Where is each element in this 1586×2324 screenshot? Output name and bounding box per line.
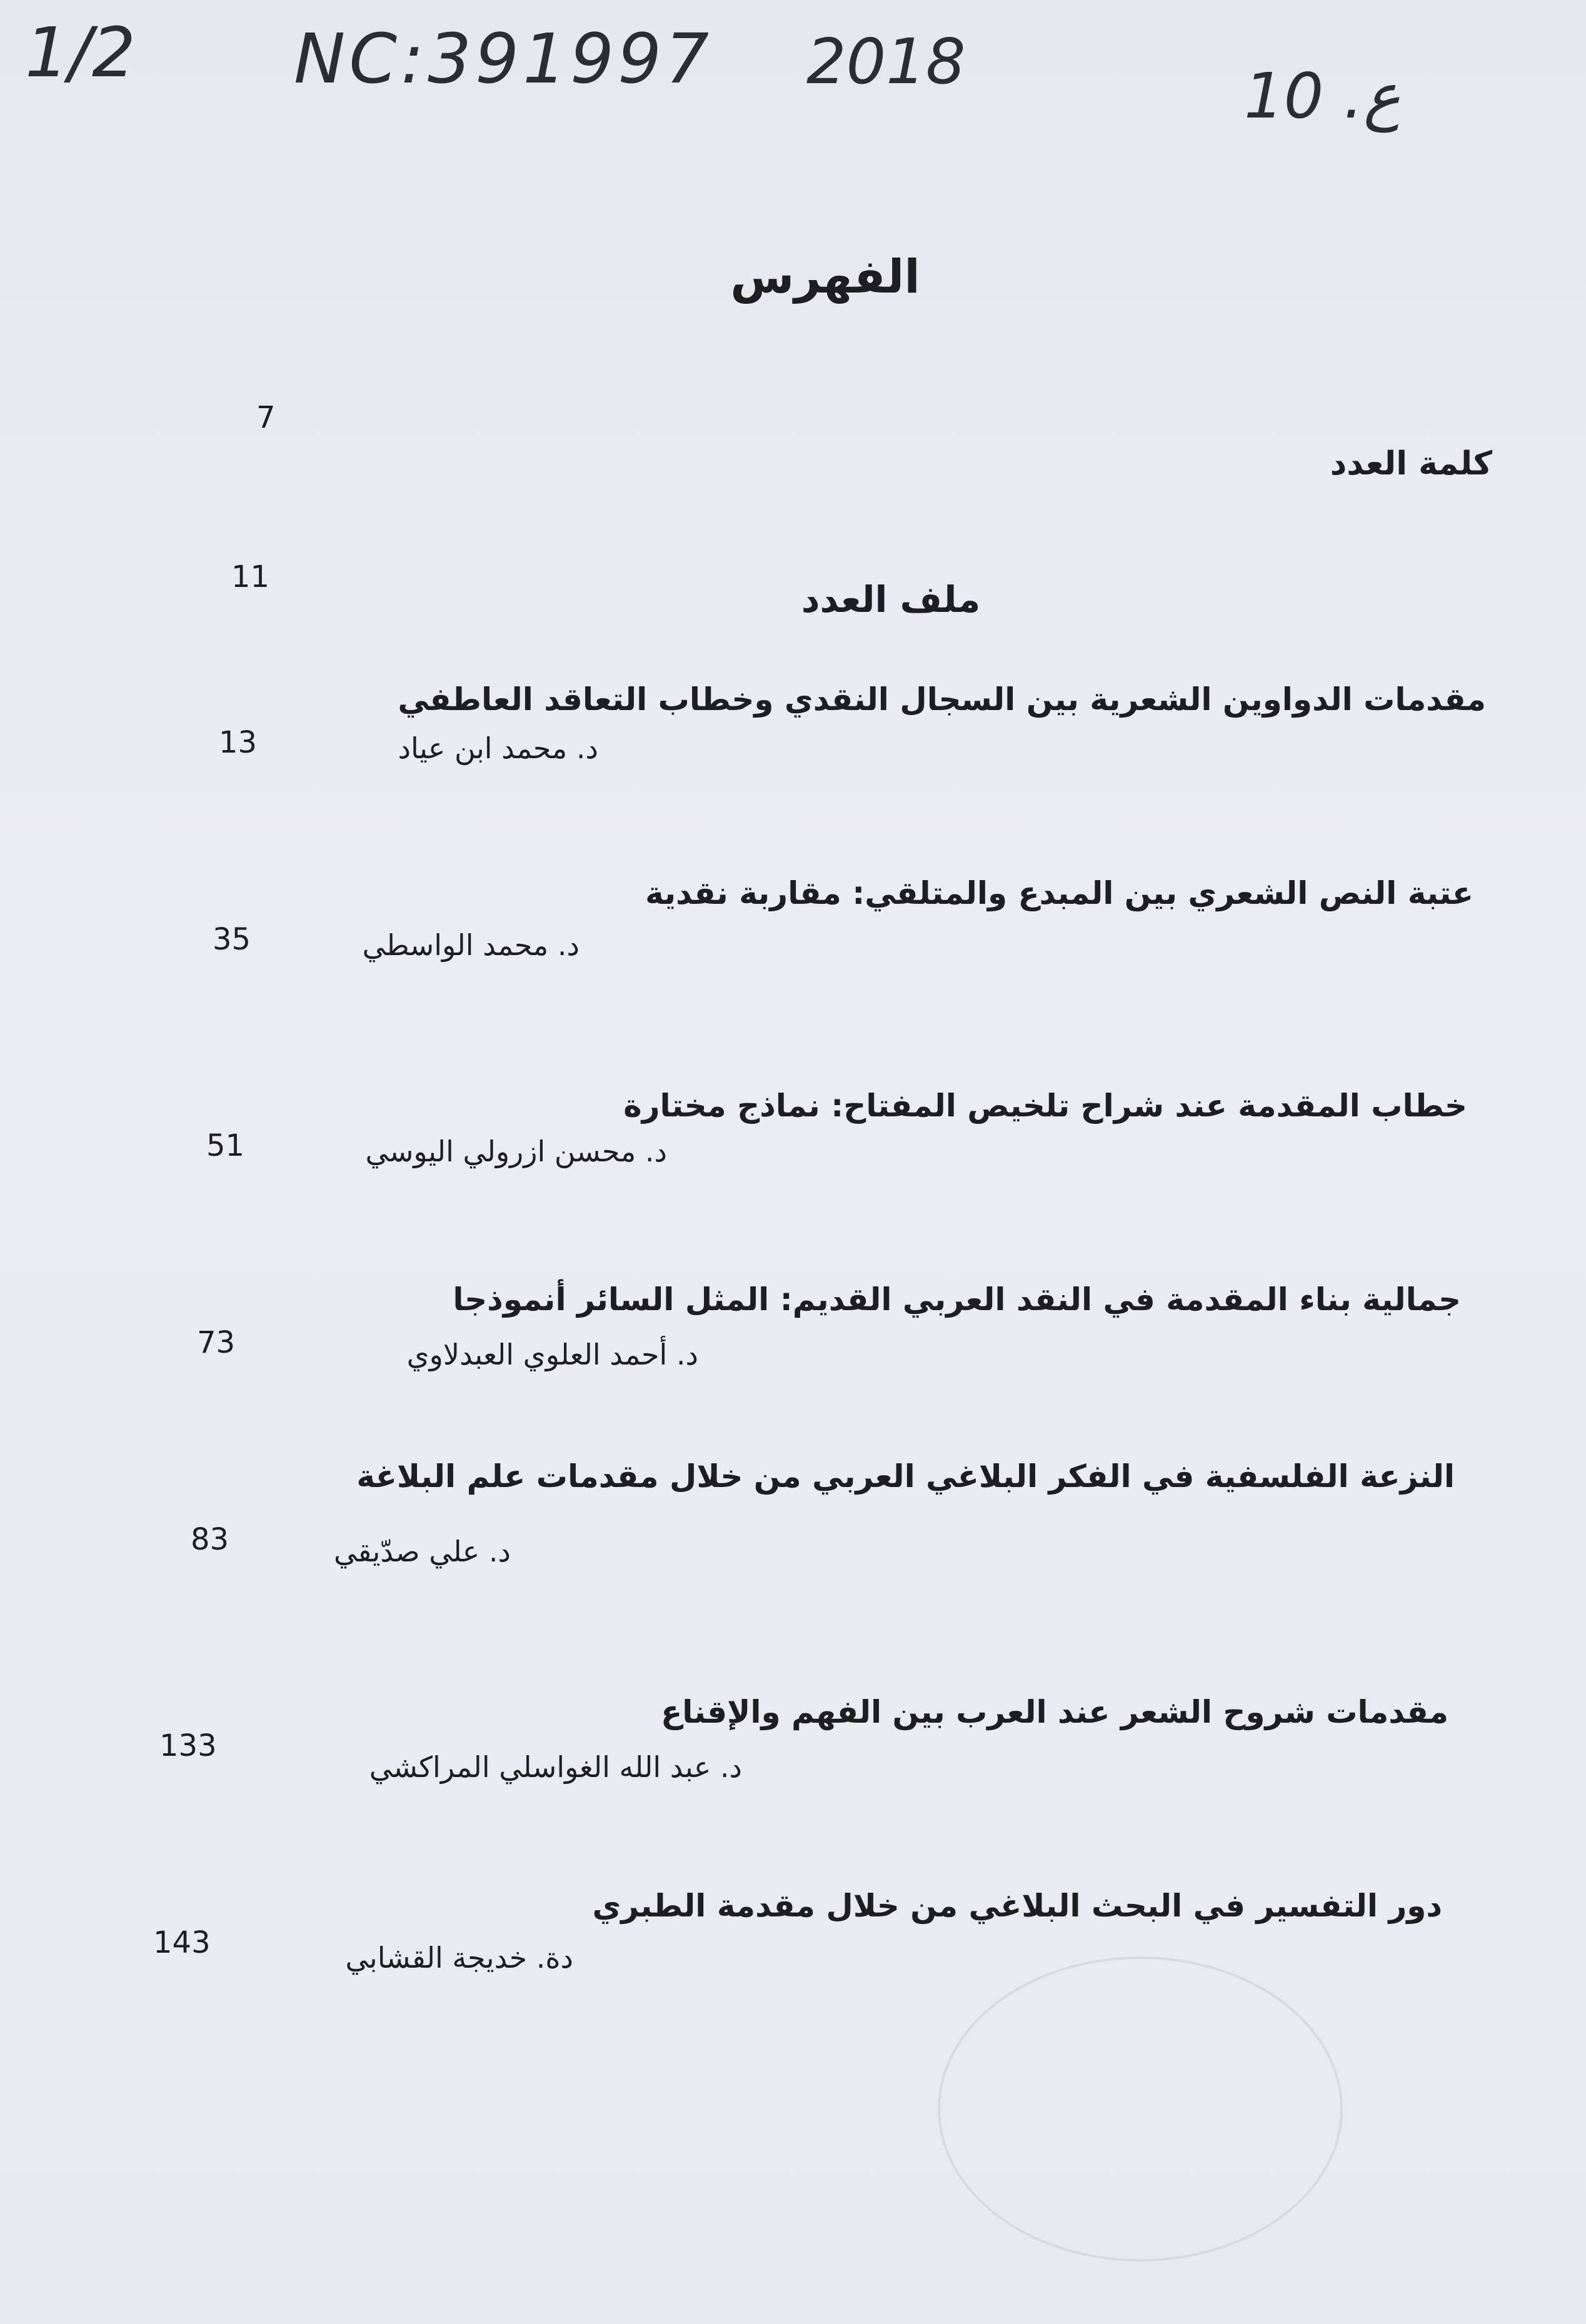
handwritten-year: 2018 bbox=[806, 25, 966, 98]
toc-entry-title: خطاب المقدمة عند شراح تلخيص المفتاح: نماذج مختارة bbox=[623, 1088, 1467, 1124]
toc-entry-title: عتبة النص الشعري بين المبدع والمتلقي: مقاربة نقدية bbox=[645, 875, 1473, 911]
toc-entry-title: دور التفسير في البحث البلاغي من خلال مقدمة الطبري bbox=[592, 1888, 1442, 1924]
handwritten-part-number: 1/2 bbox=[25, 13, 136, 93]
toc-entry-author: د. علي صدّيقي bbox=[334, 1535, 511, 1568]
toc-entry-title: النزعة الفلسفية في الفكر البلاغي العربي من خلال مقدمات علم البلاغة bbox=[356, 1458, 1455, 1495]
toc-entry-page: 143 bbox=[153, 1925, 211, 1960]
handwritten-issue-number: ع. 10 bbox=[1244, 59, 1401, 133]
toc-entry-page: 73 bbox=[197, 1325, 236, 1360]
toc-entry-author: د. محمد الواسطي bbox=[362, 928, 580, 962]
toc-entry-author: د. محسن ازرولي اليوسي bbox=[365, 1134, 667, 1168]
section-heading: ملف العدد bbox=[801, 578, 981, 621]
toc-entry-title: مقدمات الدواوين الشعرية بين السجال النقدي وخطاب التعاقد العاطفي bbox=[398, 681, 1486, 718]
toc-entry-page: 83 bbox=[191, 1522, 229, 1557]
toc-entry-author: دة. خديجة القشابي bbox=[345, 1941, 573, 1975]
toc-entry-page: 133 bbox=[159, 1728, 217, 1763]
toc-entry-author: د. محمد ابن عياد bbox=[398, 731, 598, 765]
handwritten-record-number: NC:391997 bbox=[294, 19, 713, 99]
editorial-page-number: 7 bbox=[256, 400, 276, 435]
toc-heading: الفهرس bbox=[730, 250, 920, 304]
toc-entry-page: 51 bbox=[206, 1128, 245, 1163]
toc-entry-title: مقدمات شروح الشعر عند العرب بين الفهم والإقناع bbox=[661, 1694, 1448, 1730]
editorial-label: كلمة العدد bbox=[1330, 445, 1492, 483]
toc-entry-author: د. أحمد العلوي العبدلاوي bbox=[406, 1338, 698, 1371]
toc-entry-page: 35 bbox=[213, 922, 251, 957]
toc-entry-title: جمالية بناء المقدمة في النقد العربي القديم: المثل السائر أنموذجا bbox=[453, 1281, 1461, 1318]
toc-entry-page: 13 bbox=[219, 725, 258, 760]
toc-entry-author: د. عبد الله الغواسلي المراكشي bbox=[369, 1750, 742, 1784]
section-page-number: 11 bbox=[231, 559, 270, 594]
library-stamp-shape bbox=[938, 1956, 1343, 2261]
